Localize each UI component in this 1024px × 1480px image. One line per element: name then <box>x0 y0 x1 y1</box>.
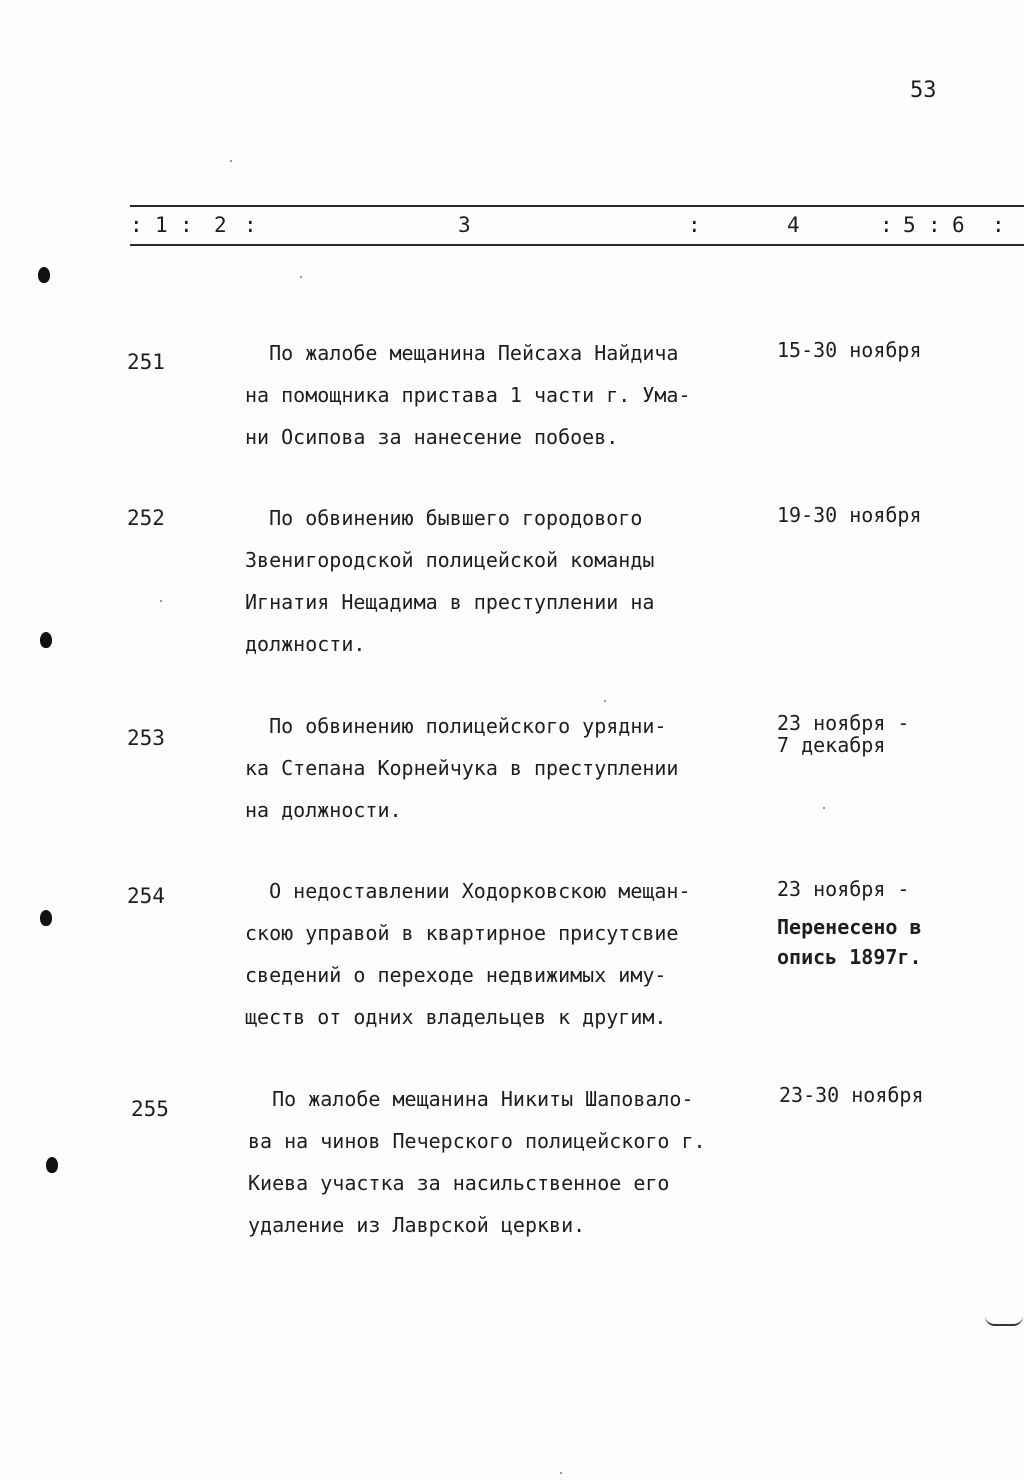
header-separator: : <box>928 213 941 237</box>
entry-description: По жалобе мещанина Никиты Шаповало- ва на чинов Печерского полицейского г. Киева участка за насильственное его удаление из Лаврской церкви. <box>248 1087 706 1237</box>
entry-date: 19-30 ноября <box>777 503 922 527</box>
transfer-note: Перенесено в опись 1897г. <box>777 915 922 969</box>
scan-speck <box>604 700 606 702</box>
header-separator: : <box>880 213 893 237</box>
entry-date: 23-30 ноября <box>779 1083 924 1107</box>
header-separator: : <box>244 213 257 237</box>
entry-number: 253 <box>127 726 165 750</box>
header-col-2: 2 <box>214 213 227 237</box>
entry-description: По обвинению бывшего городового Звенигородской полицейской команды Игнатия Нещадима в преступлении на должности. <box>245 506 655 656</box>
header-col-4: 4 <box>787 213 800 237</box>
punch-hole-mark <box>40 910 52 926</box>
entry-date: 15-30 ноября <box>777 338 922 362</box>
scan-speck <box>560 1472 562 1474</box>
scan-speck <box>230 160 232 162</box>
table-header-bottom-rule <box>130 244 1024 246</box>
header-separator: : <box>992 213 1005 237</box>
entry-date: 23 ноября - 7 декабря <box>777 711 910 757</box>
header-separator: : <box>688 213 701 237</box>
header-col-6: 6 <box>952 213 965 237</box>
table-header-top-rule <box>130 205 1024 207</box>
entry-number: 252 <box>127 506 165 530</box>
header-col-1: 1 <box>155 213 168 237</box>
header-col-5: 5 <box>903 213 916 237</box>
header-col-3: 3 <box>458 213 471 237</box>
page-number: 53 <box>910 78 937 103</box>
punch-hole-mark <box>46 1157 58 1173</box>
table-header <box>0 213 1024 241</box>
scan-speck <box>823 807 825 809</box>
entry-date: 23 ноября - <box>777 877 910 901</box>
scan-speck <box>160 600 162 602</box>
entry-number: 254 <box>127 884 165 908</box>
punch-hole-mark <box>40 632 52 648</box>
entry-number: 251 <box>127 350 165 374</box>
entry-number: 255 <box>131 1097 169 1121</box>
entry-description: О недоставлении Ходорковскою мещан- скою управой в квартирное присутсвие сведений о переходе недвижимых иму- ществ от одних владельцев к другим. <box>245 879 691 1029</box>
header-separator: : <box>130 213 143 237</box>
punch-hole-mark <box>38 267 50 283</box>
entry-description: По жалобе мещанина Пейсаха Найдича на помощника пристава 1 части г. Ума- ни Осипова за нанесение побоев. <box>245 341 691 449</box>
scan-speck <box>300 276 302 278</box>
entry-description: По обвинению полицейского урядни- ка Степана Корнейчука в преступлении на должности. <box>245 714 679 822</box>
header-separator: : <box>180 213 193 237</box>
edge-mark <box>985 1316 1023 1326</box>
